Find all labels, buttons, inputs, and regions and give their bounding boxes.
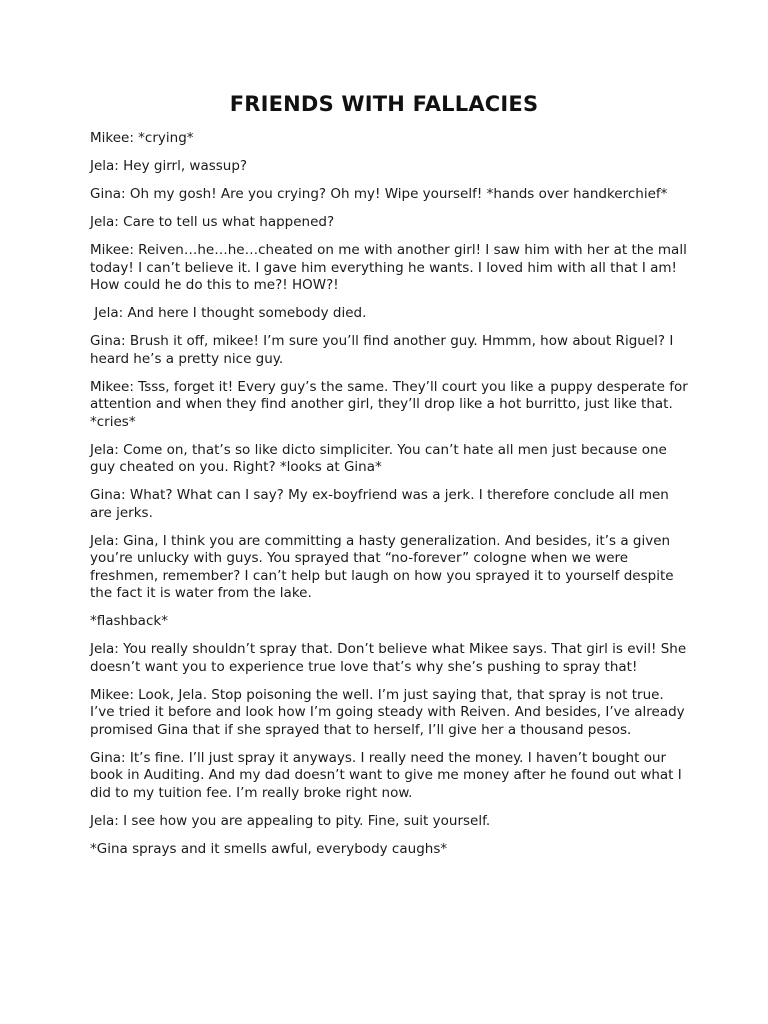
dialogue-paragraph: Mikee: Look, Jela. Stop poisoning the well. I’m just saying that, that spray is not true. I’ve tried it before and look how I’m going steady with Reiven. And besides, I’ve already promised Gina that if she sprayed that to herself, I’ll give her a thousand pesos. — [90, 686, 685, 738]
dialogue-paragraph: Gina: It’s fine. I’ll just spray it anyways. I really need the money. I haven’t bought our book in Auditing. And my dad doesn’t want to give me money after he found out what I did to my tuition fee. I’m really broke right now. — [90, 749, 682, 801]
document-title: FRIENDS WITH FALLACIES — [229, 92, 539, 116]
dialogue-paragraph: Gina: What? What can I say? My ex-boyfriend was a jerk. I therefore conclude all men are jerks. — [90, 487, 669, 521]
document-body — [90, 130, 690, 869]
dialogue-paragraph: Jela: Care to tell us what happened? — [90, 214, 335, 230]
dialogue-paragraph: Jela: I see how you are appealing to pity. Fine, suit yourself. — [90, 812, 491, 829]
dialogue-paragraph: *Gina sprays and it smells awful, everybody caughs* — [90, 840, 448, 857]
dialogue-paragraph: Mikee: Tsss, forget it! Every guy’s the same. They’ll court you like a puppy desperate for attention and when they find another girl, they’ll drop like a hot burritto, just like that. *cries* — [90, 378, 688, 430]
dialogue-paragraph: Gina: Oh my gosh! Are you crying? Oh my! Wipe yourself! *hands over handkerchief* — [90, 186, 668, 202]
dialogue-paragraph: *flashback* — [90, 613, 168, 629]
dialogue-paragraph: Jela: And here I thought somebody died. — [90, 305, 367, 321]
dialogue-paragraph: Jela: Hey girrl, wassup? — [90, 158, 248, 174]
dialogue-paragraph: Mikee: Reiven…he…he…cheated on me with another girl! I saw him with her at the mall today! I can’t believe it. I gave him everything he wants. I loved him with all that I am! How could he do this to me?! HOW?! — [90, 242, 687, 293]
dialogue-paragraph: Jela: You really shouldn’t spray that. Don’t believe what Mikee says. That girl is evil! She doesn’t want you to experience true love that’s why she’s pushing to spray that! — [90, 641, 687, 675]
dialogue-paragraph: Jela: Gina, I think you are committing a hasty generalization. And besides, it’s a given you’re unlucky with guys. You sprayed that “no-forever” cologne when we were freshmen, remember? I can’t help but laugh on how you sprayed it to yourself despite the fact it is water from the lake. — [90, 532, 674, 601]
dialogue-paragraph: Gina: Brush it off, mikee! I’m sure you’ll find another guy. Hmmm, how about Riguel? I heard he’s a pretty nice guy. — [90, 333, 674, 367]
dialogue-paragraph: Jela: Come on, that’s so like dicto simpliciter. You can’t hate all men just because one guy cheated on you. Right? *looks at Gina* — [90, 441, 667, 475]
dialogue-paragraph: Mikee: *crying* — [90, 130, 194, 146]
